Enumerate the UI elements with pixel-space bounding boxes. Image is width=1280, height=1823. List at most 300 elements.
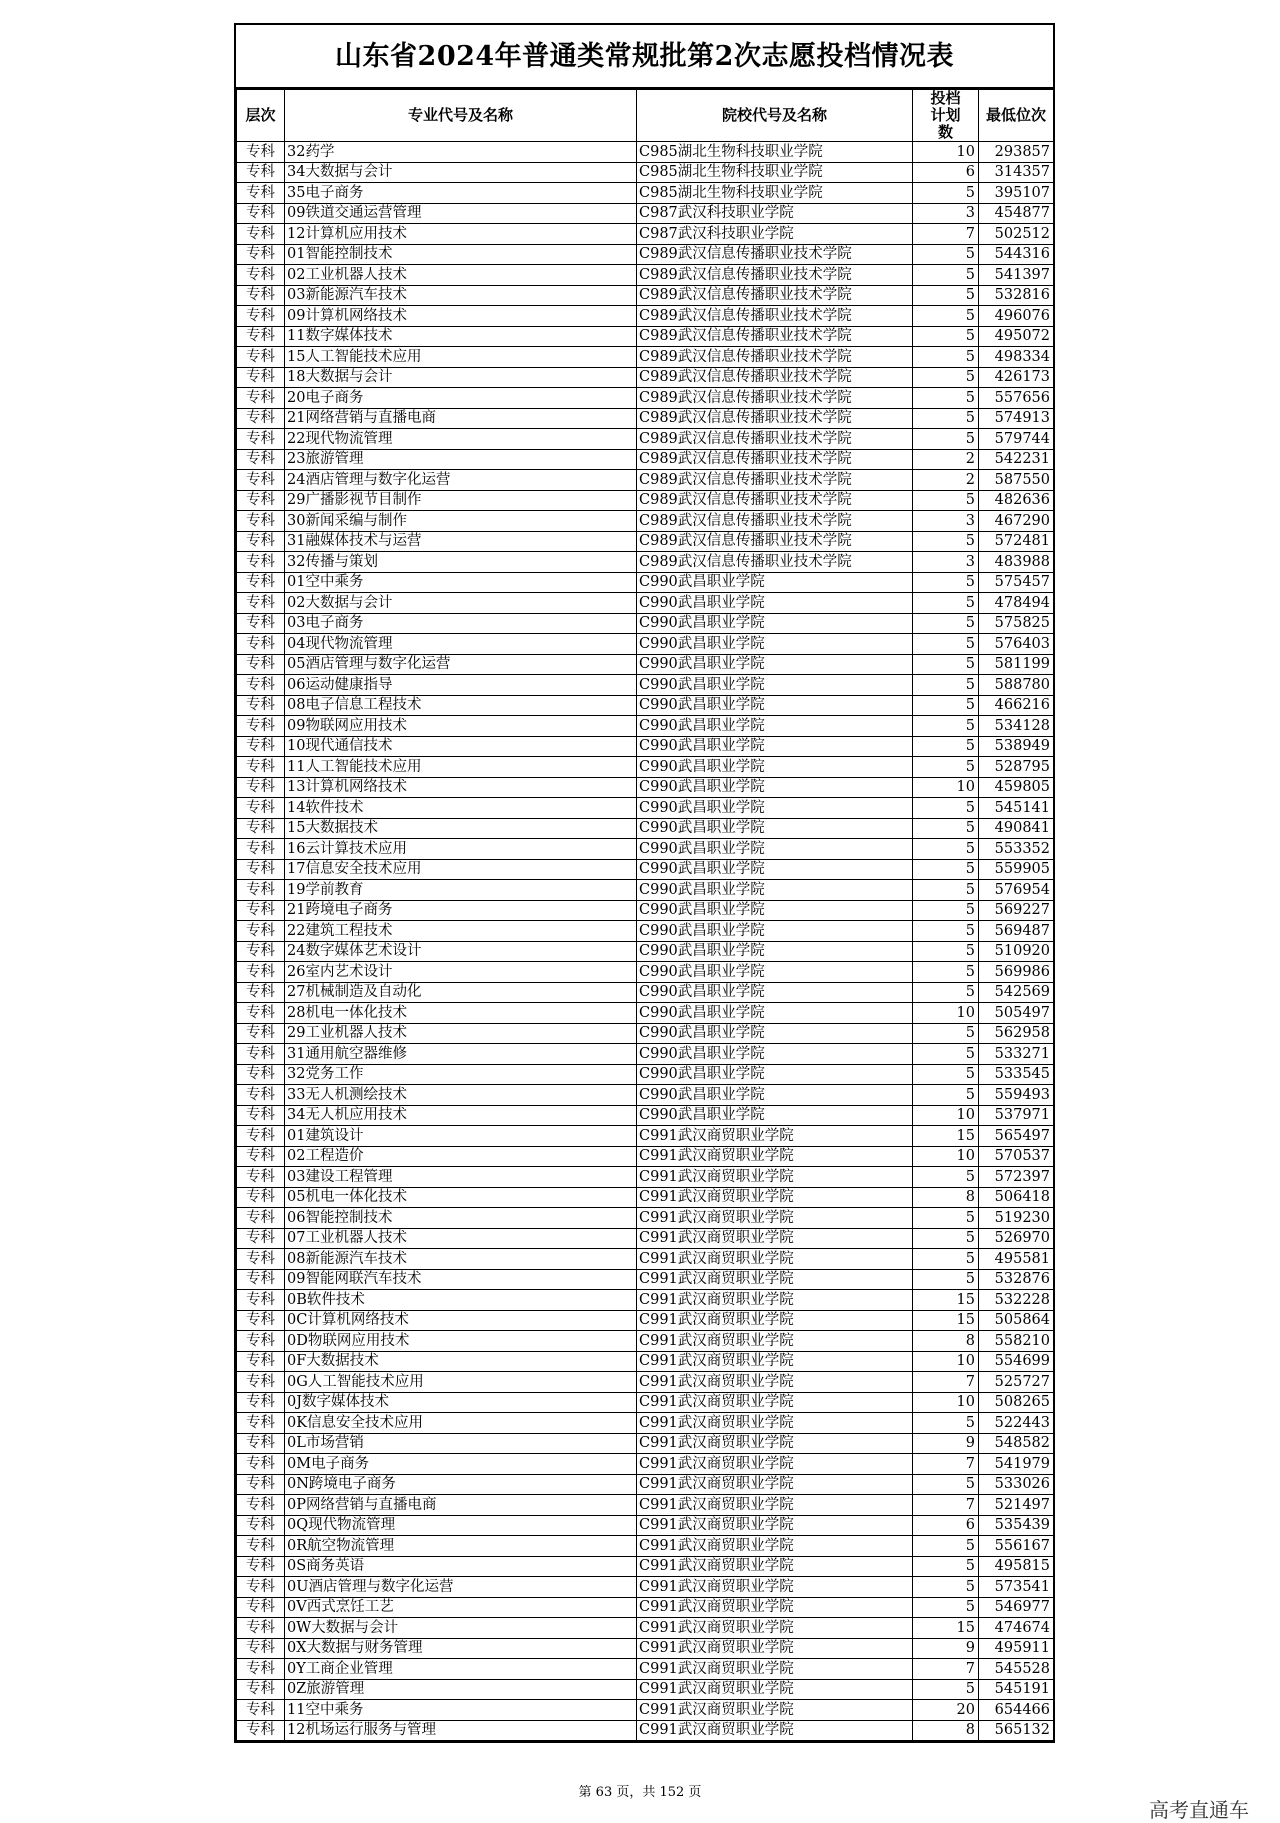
cell-plan-count: 5 [913, 572, 979, 593]
cell-level: 专科 [237, 1044, 285, 1065]
table-row [237, 511, 1054, 532]
cell-plan-count: 5 [913, 839, 979, 860]
cell-school: C990武昌职业学院 [637, 716, 913, 737]
cell-school: C989武汉信息传播职业技术学院 [637, 367, 913, 388]
cell-min-rank: 525727 [979, 1372, 1054, 1393]
table-row [237, 1618, 1054, 1639]
table-row [237, 593, 1054, 614]
cell-min-rank: 314357 [979, 162, 1054, 183]
table-row [237, 1413, 1054, 1434]
cell-school: C990武昌职业学院 [637, 736, 913, 757]
cell-plan-count: 10 [913, 1351, 979, 1372]
cell-major: 06智能控制技术 [285, 1208, 637, 1229]
cell-level: 专科 [237, 367, 285, 388]
cell-plan-count: 6 [913, 1515, 979, 1536]
cell-level: 专科 [237, 1618, 285, 1639]
cell-level: 专科 [237, 1392, 285, 1413]
cell-plan-count: 5 [913, 634, 979, 655]
cell-min-rank: 570537 [979, 1146, 1054, 1167]
table-row [237, 1187, 1054, 1208]
cell-min-rank: 559493 [979, 1085, 1054, 1106]
cell-school: C991武汉商贸职业学院 [637, 1146, 913, 1167]
cell-plan-count: 8 [913, 1720, 979, 1741]
cell-min-rank: 535439 [979, 1515, 1054, 1536]
cell-level: 专科 [237, 1187, 285, 1208]
cell-plan-count: 5 [913, 388, 979, 409]
cell-min-rank: 572481 [979, 531, 1054, 552]
cell-level: 专科 [237, 1495, 285, 1516]
table-row [237, 695, 1054, 716]
table-row [237, 1249, 1054, 1270]
cell-min-rank: 562958 [979, 1023, 1054, 1044]
cell-major: 15大数据技术 [285, 818, 637, 839]
table-row [237, 675, 1054, 696]
cell-plan-count: 5 [913, 244, 979, 265]
cell-plan-count: 10 [913, 1392, 979, 1413]
table-row [237, 654, 1054, 675]
cell-school: C989武汉信息传播职业技术学院 [637, 470, 913, 491]
cell-school: C991武汉商贸职业学院 [637, 1474, 913, 1495]
cell-school: C990武昌职业学院 [637, 1064, 913, 1085]
cell-major: 29工业机器人技术 [285, 1023, 637, 1044]
cell-min-rank: 558210 [979, 1331, 1054, 1352]
cell-min-rank: 545528 [979, 1659, 1054, 1680]
cell-major: 0V西式烹饪工艺 [285, 1597, 637, 1618]
cell-school: C990武昌职业学院 [637, 962, 913, 983]
cell-major: 0M电子商务 [285, 1454, 637, 1475]
cell-min-rank: 498334 [979, 347, 1054, 368]
cell-min-rank: 565132 [979, 1720, 1054, 1741]
cell-school: C991武汉商贸职业学院 [637, 1310, 913, 1331]
table-row [237, 1228, 1054, 1249]
cell-min-rank: 559905 [979, 859, 1054, 880]
cell-major: 34大数据与会计 [285, 162, 637, 183]
cell-level: 专科 [237, 1556, 285, 1577]
cell-min-rank: 521497 [979, 1495, 1054, 1516]
table-row [237, 408, 1054, 429]
cell-major: 10现代通信技术 [285, 736, 637, 757]
cell-plan-count: 5 [913, 367, 979, 388]
cell-level: 专科 [237, 1208, 285, 1229]
table-row [237, 1515, 1054, 1536]
cell-plan-count: 7 [913, 1454, 979, 1475]
cell-level: 专科 [237, 285, 285, 306]
cell-min-rank: 548582 [979, 1433, 1054, 1454]
cell-plan-count: 5 [913, 941, 979, 962]
table-row [237, 388, 1054, 409]
cell-school: C990武昌职业学院 [637, 1105, 913, 1126]
cell-level: 专科 [237, 1679, 285, 1700]
cell-school: C985湖北生物科技职业学院 [637, 183, 913, 204]
cell-major: 0B软件技术 [285, 1290, 637, 1311]
cell-plan-count: 5 [913, 613, 979, 634]
cell-school: C991武汉商贸职业学院 [637, 1249, 913, 1270]
cell-plan-count: 5 [913, 818, 979, 839]
cell-plan-count: 10 [913, 1105, 979, 1126]
cell-plan-count: 5 [913, 1044, 979, 1065]
cell-min-rank: 537971 [979, 1105, 1054, 1126]
cell-school: C990武昌职业学院 [637, 613, 913, 634]
table-row [237, 1085, 1054, 1106]
cell-plan-count: 9 [913, 1638, 979, 1659]
cell-min-rank: 541979 [979, 1454, 1054, 1475]
cell-school: C991武汉商贸职业学院 [637, 1208, 913, 1229]
table-row [237, 757, 1054, 778]
cell-major: 31通用航空器维修 [285, 1044, 637, 1065]
table-row [237, 1556, 1054, 1577]
cell-level: 专科 [237, 941, 285, 962]
cell-major: 22建筑工程技术 [285, 921, 637, 942]
cell-level: 专科 [237, 265, 285, 286]
cell-level: 专科 [237, 1413, 285, 1434]
cell-min-rank: 495815 [979, 1556, 1054, 1577]
cell-min-rank: 533271 [979, 1044, 1054, 1065]
cell-major: 0J数字媒体技术 [285, 1392, 637, 1413]
cell-plan-count: 5 [913, 880, 979, 901]
cell-plan-count: 5 [913, 1023, 979, 1044]
cell-level: 专科 [237, 818, 285, 839]
cell-plan-count: 5 [913, 654, 979, 675]
table-row [237, 183, 1054, 204]
cell-major: 22现代物流管理 [285, 429, 637, 450]
cell-min-rank: 495911 [979, 1638, 1054, 1659]
cell-major: 03新能源汽车技术 [285, 285, 637, 306]
cell-level: 专科 [237, 1454, 285, 1475]
table-row [237, 736, 1054, 757]
table-row [237, 1679, 1054, 1700]
cell-plan-count: 10 [913, 777, 979, 798]
table-row [237, 1720, 1054, 1741]
cell-major: 16云计算技术应用 [285, 839, 637, 860]
cell-min-rank: 565497 [979, 1126, 1054, 1147]
cell-level: 专科 [237, 695, 285, 716]
cell-major: 11人工智能技术应用 [285, 757, 637, 778]
cell-major: 21网络营销与直播电商 [285, 408, 637, 429]
cell-major: 21跨境电子商务 [285, 900, 637, 921]
cell-school: C991武汉商贸职业学院 [637, 1392, 913, 1413]
cell-level: 专科 [237, 1433, 285, 1454]
cell-school: C990武昌职业学院 [637, 1044, 913, 1065]
cell-plan-count: 5 [913, 1536, 979, 1557]
cell-plan-count: 15 [913, 1290, 979, 1311]
cell-min-rank: 576403 [979, 634, 1054, 655]
cell-min-rank: 532876 [979, 1269, 1054, 1290]
cell-major: 27机械制造及自动化 [285, 982, 637, 1003]
cell-plan-count: 5 [913, 1597, 979, 1618]
cell-plan-count: 15 [913, 1618, 979, 1639]
cell-school: C991武汉商贸职业学院 [637, 1679, 913, 1700]
cell-level: 专科 [237, 1290, 285, 1311]
cell-level: 专科 [237, 1023, 285, 1044]
header-major: 专业代号及名称 [285, 90, 637, 142]
cell-plan-count: 7 [913, 1659, 979, 1680]
cell-major: 17信息安全技术应用 [285, 859, 637, 880]
table-row [237, 470, 1054, 491]
cell-plan-count: 5 [913, 675, 979, 696]
cell-level: 专科 [237, 142, 285, 163]
cell-school: C989武汉信息传播职业技术学院 [637, 408, 913, 429]
cell-min-rank: 502512 [979, 224, 1054, 245]
table-row [237, 1331, 1054, 1352]
cell-plan-count: 3 [913, 552, 979, 573]
cell-plan-count: 15 [913, 1310, 979, 1331]
cell-school: C990武昌职业学院 [637, 757, 913, 778]
cell-min-rank: 569487 [979, 921, 1054, 942]
cell-major: 11数字媒体技术 [285, 326, 637, 347]
cell-plan-count: 2 [913, 470, 979, 491]
cell-plan-count: 7 [913, 224, 979, 245]
cell-major: 0Y工商企业管理 [285, 1659, 637, 1680]
page-title: 山东省2024年普通类常规批第2次志愿投档情况表 [236, 25, 1053, 89]
table-row [237, 921, 1054, 942]
cell-level: 专科 [237, 244, 285, 265]
cell-school: C991武汉商贸职业学院 [637, 1577, 913, 1598]
cell-plan-count: 5 [913, 1474, 979, 1495]
cell-school: C991武汉商贸职业学院 [637, 1187, 913, 1208]
cell-plan-count: 5 [913, 1167, 979, 1188]
cell-min-rank: 538949 [979, 736, 1054, 757]
cell-min-rank: 459805 [979, 777, 1054, 798]
cell-major: 0N跨境电子商务 [285, 1474, 637, 1495]
cell-min-rank: 545141 [979, 798, 1054, 819]
cell-school: C990武昌职业学院 [637, 839, 913, 860]
cell-major: 12计算机应用技术 [285, 224, 637, 245]
cell-level: 专科 [237, 757, 285, 778]
cell-plan-count: 3 [913, 511, 979, 532]
cell-major: 0W大数据与会计 [285, 1618, 637, 1639]
cell-school: C990武昌职业学院 [637, 859, 913, 880]
cell-school: C991武汉商贸职业学院 [637, 1556, 913, 1577]
cell-plan-count: 5 [913, 183, 979, 204]
cell-min-rank: 587550 [979, 470, 1054, 491]
cell-major: 0S商务英语 [285, 1556, 637, 1577]
cell-school: C991武汉商贸职业学院 [637, 1720, 913, 1741]
cell-min-rank: 541397 [979, 265, 1054, 286]
cell-major: 01建筑设计 [285, 1126, 637, 1147]
cell-min-rank: 395107 [979, 183, 1054, 204]
table-row [237, 244, 1054, 265]
cell-school: C990武昌职业学院 [637, 921, 913, 942]
cell-plan-count: 5 [913, 265, 979, 286]
header-level: 层次 [237, 90, 285, 142]
cell-plan-count: 10 [913, 142, 979, 163]
table-row [237, 900, 1054, 921]
table-row [237, 1310, 1054, 1331]
cell-level: 专科 [237, 1577, 285, 1598]
cell-level: 专科 [237, 511, 285, 532]
table-row [237, 839, 1054, 860]
table-row [237, 1597, 1054, 1618]
cell-min-rank: 490841 [979, 818, 1054, 839]
cell-plan-count: 5 [913, 859, 979, 880]
header-plan-count [913, 90, 979, 142]
cell-min-rank: 542231 [979, 449, 1054, 470]
cell-school: C989武汉信息传播职业技术学院 [637, 306, 913, 327]
cell-major: 01智能控制技术 [285, 244, 637, 265]
cell-min-rank: 508265 [979, 1392, 1054, 1413]
cell-school: C990武昌职业学院 [637, 777, 913, 798]
cell-school: C991武汉商贸职业学院 [637, 1618, 913, 1639]
cell-plan-count: 5 [913, 1249, 979, 1270]
cell-level: 专科 [237, 839, 285, 860]
cell-school: C991武汉商贸职业学院 [637, 1167, 913, 1188]
cell-major: 0C计算机网络技术 [285, 1310, 637, 1331]
table-row [237, 1495, 1054, 1516]
cell-school: C987武汉科技职业学院 [637, 224, 913, 245]
cell-major: 0P网络营销与直播电商 [285, 1495, 637, 1516]
cell-level: 专科 [237, 470, 285, 491]
cell-level: 专科 [237, 1474, 285, 1495]
cell-min-rank: 545191 [979, 1679, 1054, 1700]
cell-min-rank: 542569 [979, 982, 1054, 1003]
table-row [237, 777, 1054, 798]
cell-plan-count: 5 [913, 921, 979, 942]
cell-level: 专科 [237, 388, 285, 409]
cell-plan-count: 5 [913, 1269, 979, 1290]
cell-school: C990武昌职业学院 [637, 675, 913, 696]
cell-school: C991武汉商贸职业学院 [637, 1413, 913, 1434]
cell-school: C990武昌职业学院 [637, 880, 913, 901]
cell-major: 09物联网应用技术 [285, 716, 637, 737]
cell-major: 02工程造价 [285, 1146, 637, 1167]
cell-school: C991武汉商贸职业学院 [637, 1515, 913, 1536]
cell-level: 专科 [237, 859, 285, 880]
table-row [237, 1167, 1054, 1188]
cell-level: 专科 [237, 1085, 285, 1106]
cell-school: C991武汉商贸职业学院 [637, 1331, 913, 1352]
cell-min-rank: 654466 [979, 1700, 1054, 1721]
cell-min-rank: 510920 [979, 941, 1054, 962]
cell-level: 专科 [237, 593, 285, 614]
table-row [237, 429, 1054, 450]
cell-plan-count: 9 [913, 1433, 979, 1454]
table-row [237, 962, 1054, 983]
cell-school: C985湖北生物科技职业学院 [637, 162, 913, 183]
header-school: 院校代号及名称 [637, 90, 913, 142]
score-table-sheet [234, 23, 1055, 1743]
cell-major: 0G人工智能技术应用 [285, 1372, 637, 1393]
table-row [237, 142, 1054, 163]
cell-min-rank: 572397 [979, 1167, 1054, 1188]
table-row [237, 552, 1054, 573]
table-row [237, 1433, 1054, 1454]
cell-min-rank: 534128 [979, 716, 1054, 737]
table-row [237, 1454, 1054, 1475]
cell-major: 34无人机应用技术 [285, 1105, 637, 1126]
watermark: 高考直通车 [1149, 1798, 1249, 1822]
cell-major: 08新能源汽车技术 [285, 1249, 637, 1270]
cell-school: C989武汉信息传播职业技术学院 [637, 285, 913, 306]
cell-school: C989武汉信息传播职业技术学院 [637, 388, 913, 409]
cell-plan-count: 5 [913, 1228, 979, 1249]
cell-plan-count: 5 [913, 716, 979, 737]
cell-level: 专科 [237, 736, 285, 757]
cell-min-rank: 553352 [979, 839, 1054, 860]
cell-min-rank: 483988 [979, 552, 1054, 573]
cell-school: C991武汉商贸职业学院 [637, 1372, 913, 1393]
cell-school: C991武汉商贸职业学院 [637, 1597, 913, 1618]
cell-min-rank: 533545 [979, 1064, 1054, 1085]
cell-level: 专科 [237, 1064, 285, 1085]
cell-major: 31融媒体技术与运营 [285, 531, 637, 552]
cell-level: 专科 [237, 1003, 285, 1024]
cell-min-rank: 454877 [979, 203, 1054, 224]
table-row [237, 1536, 1054, 1557]
cell-plan-count: 5 [913, 326, 979, 347]
cell-plan-count: 5 [913, 531, 979, 552]
table-row [237, 880, 1054, 901]
cell-min-rank: 466216 [979, 695, 1054, 716]
cell-plan-count: 8 [913, 1331, 979, 1352]
table-row [237, 1003, 1054, 1024]
cell-min-rank: 482636 [979, 490, 1054, 511]
cell-level: 专科 [237, 1146, 285, 1167]
cell-level: 专科 [237, 552, 285, 573]
cell-level: 专科 [237, 429, 285, 450]
cell-major: 14软件技术 [285, 798, 637, 819]
cell-major: 05机电一体化技术 [285, 1187, 637, 1208]
cell-plan-count: 2 [913, 449, 979, 470]
table-row [237, 1392, 1054, 1413]
table-row [237, 941, 1054, 962]
cell-plan-count: 5 [913, 695, 979, 716]
cell-level: 专科 [237, 306, 285, 327]
cell-school: C989武汉信息传播职业技术学院 [637, 429, 913, 450]
cell-major: 28机电一体化技术 [285, 1003, 637, 1024]
cell-level: 专科 [237, 531, 285, 552]
cell-major: 09智能网联汽车技术 [285, 1269, 637, 1290]
cell-level: 专科 [237, 1269, 285, 1290]
cell-plan-count: 10 [913, 1146, 979, 1167]
cell-major: 32药学 [285, 142, 637, 163]
cell-major: 33无人机测绘技术 [285, 1085, 637, 1106]
table-row [237, 572, 1054, 593]
cell-major: 0R航空物流管理 [285, 1536, 637, 1557]
cell-school: C990武昌职业学院 [637, 798, 913, 819]
cell-min-rank: 495581 [979, 1249, 1054, 1270]
table-row [237, 1105, 1054, 1126]
cell-major: 24酒店管理与数字化运营 [285, 470, 637, 491]
table-row [237, 306, 1054, 327]
cell-school: C990武昌职业学院 [637, 1023, 913, 1044]
cell-level: 专科 [237, 613, 285, 634]
cell-school: C990武昌职业学院 [637, 982, 913, 1003]
table-row [237, 1146, 1054, 1167]
header-plan-count-label: 投档计划数 [930, 89, 961, 141]
table-row [237, 1064, 1054, 1085]
cell-min-rank: 556167 [979, 1536, 1054, 1557]
cell-min-rank: 505864 [979, 1310, 1054, 1331]
cell-plan-count: 5 [913, 306, 979, 327]
cell-school: C991武汉商贸职业学院 [637, 1536, 913, 1557]
cell-level: 专科 [237, 572, 285, 593]
cell-plan-count: 5 [913, 1208, 979, 1229]
cell-min-rank: 526970 [979, 1228, 1054, 1249]
table-row [237, 449, 1054, 470]
cell-min-rank: 506418 [979, 1187, 1054, 1208]
cell-major: 32传播与策划 [285, 552, 637, 573]
cell-min-rank: 554699 [979, 1351, 1054, 1372]
cell-plan-count: 6 [913, 162, 979, 183]
cell-school: C989武汉信息传播职业技术学院 [637, 347, 913, 368]
cell-plan-count: 5 [913, 962, 979, 983]
cell-level: 专科 [237, 203, 285, 224]
cell-school: C989武汉信息传播职业技术学院 [637, 552, 913, 573]
cell-level: 专科 [237, 716, 285, 737]
cell-school: C991武汉商贸职业学院 [637, 1228, 913, 1249]
cell-level: 专科 [237, 449, 285, 470]
cell-min-rank: 474674 [979, 1618, 1054, 1639]
